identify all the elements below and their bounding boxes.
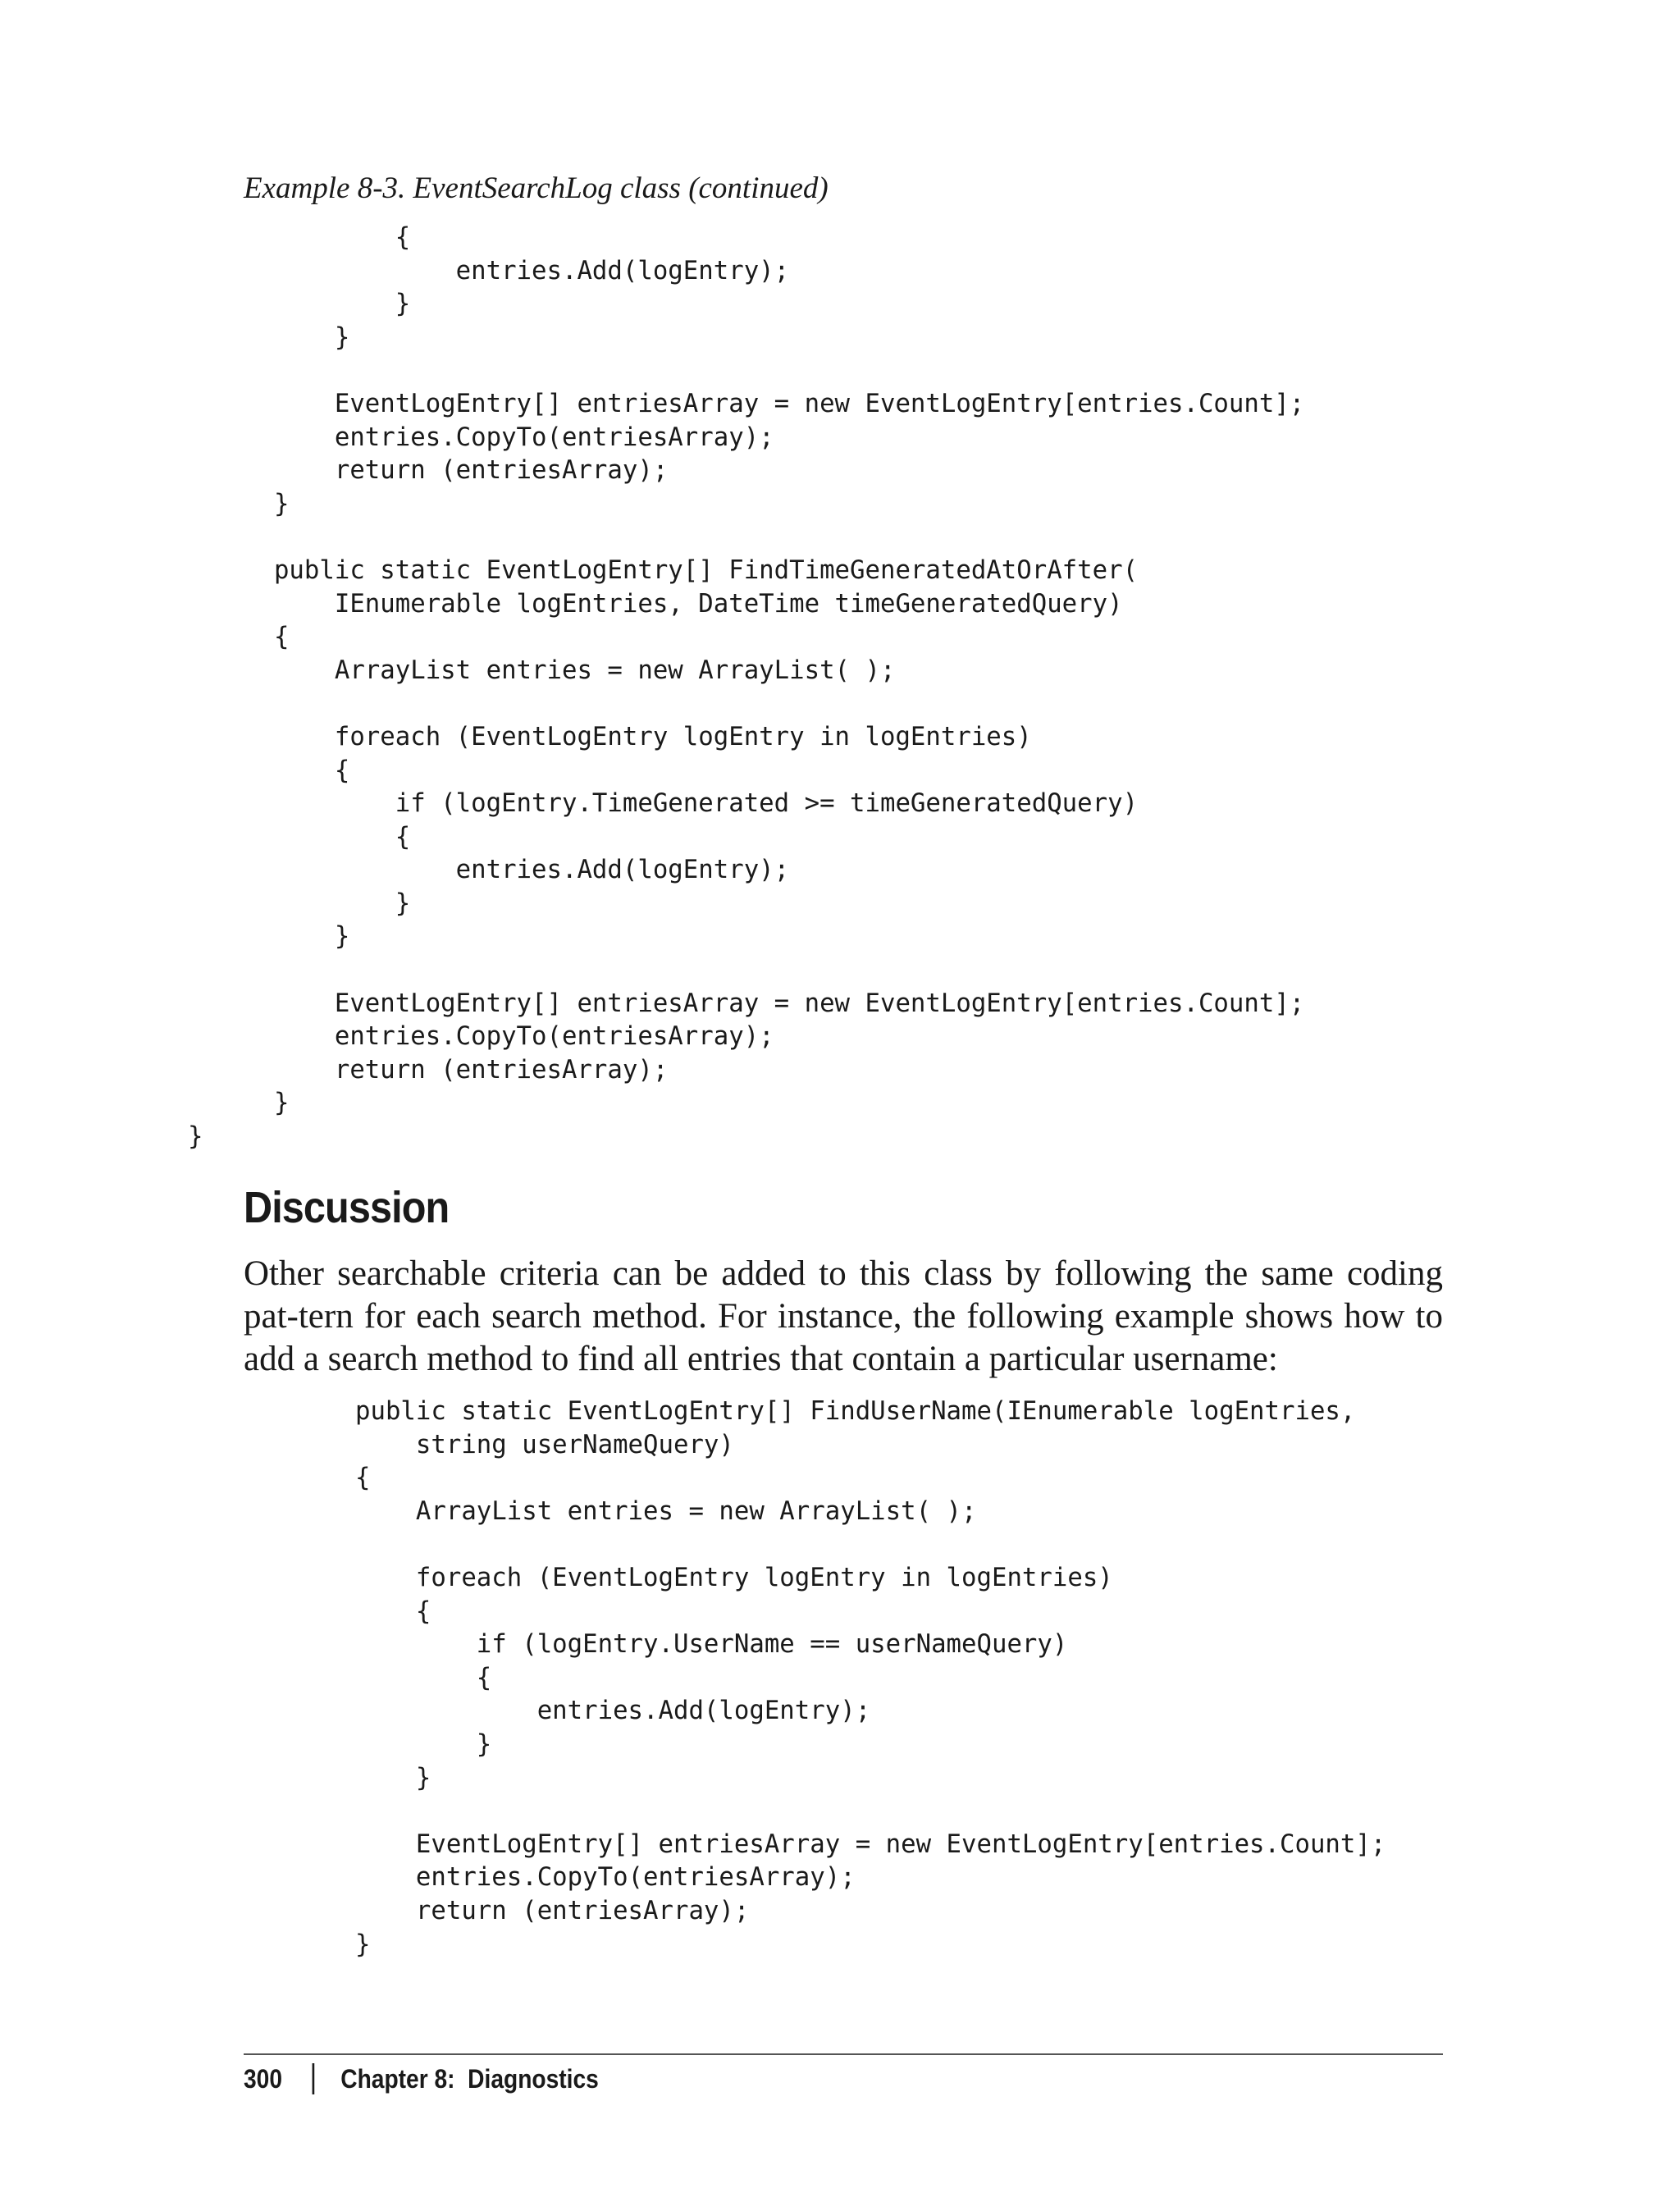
code-block-find-user-name: public static EventLogEntry[] FindUserName(IEnumerable logEntries, string userNameQuery) { ArrayList entries = new ArrayList( ); foreach (EventLogEntry logEntry in logEntries) { if (logEntry.UserName == userNameQuery) { entries.Add(logEntry); } } EventLogEntry[] entriesArray = new EventLogEntry[entries.Count]; entries.CopyTo(entriesArray); return (entriesArray); } (355, 1397, 1386, 1959)
footer-separator (313, 2063, 315, 2094)
page-number: 300 (244, 2063, 282, 2094)
chapter-title: Chapter 8: Diagnostics (340, 2063, 599, 2094)
discussion-paragraph: Other searchable criteria can be added to this class by following the same coding pat-tern for each search method. For instance, the following example shows how to add a search method to find all entries that contain a particular username: (244, 1254, 1443, 1378)
class-closing-brace: } (188, 1122, 203, 1152)
footer-rule (244, 2053, 1443, 2055)
code-block-continued (188, 222, 1305, 1154)
code-block-continued-body: { entries.Add(logEntry); } } EventLogEntry[] entriesArray = new EventLogEntry[entries.Count]; entries.CopyTo(entriesArray); return (entriesArray); } public static EventLogEntry[] FindTimeGeneratedAtOrAfter( IEnumerable logEntries, DateTime timeGeneratedQuery) { ArrayList entries = new ArrayList( ); foreach (EventLogEntry logEntry in logEntries) { if (logEntry.TimeGenerated >= timeGeneratedQuery) { entries.Add(logEntry); } } EventLogEntry[] entriesArray = new EventLogEntry[entries.Count]; entries.CopyTo(entriesArray); return (entriesArray); } (273, 223, 1305, 1118)
section-heading-discussion: Discussion (244, 1183, 450, 1232)
example-caption: Example 8-3. EventSearchLog class (continued) (244, 171, 829, 205)
page-footer (244, 2061, 599, 2097)
